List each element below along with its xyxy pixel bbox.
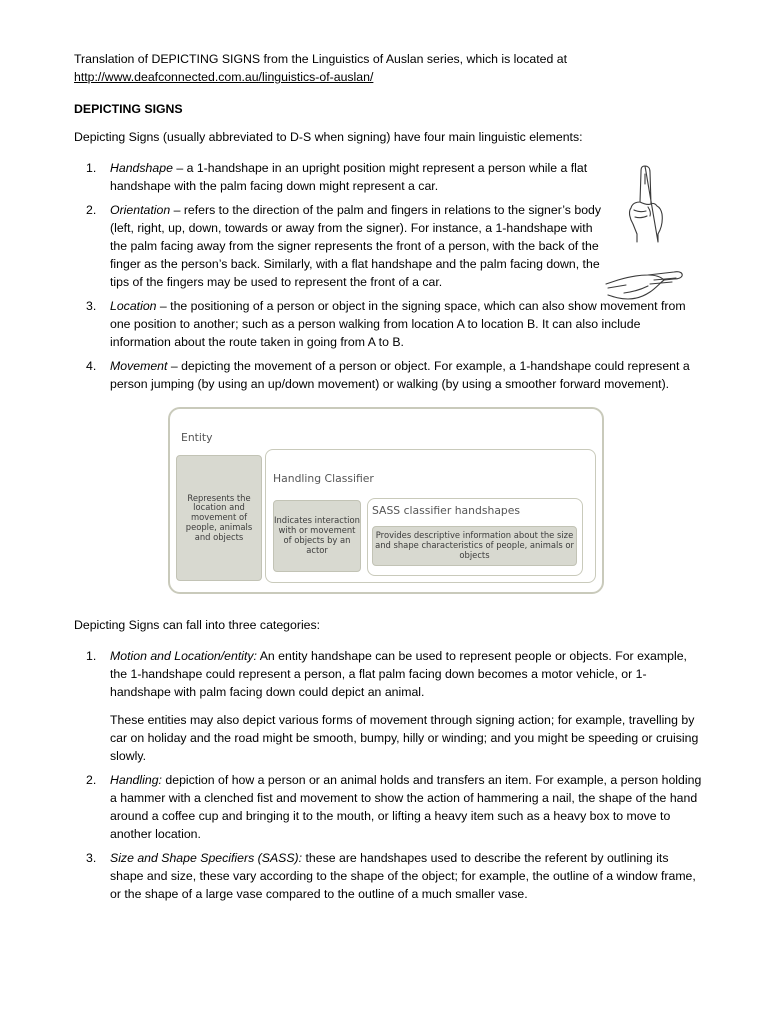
document-page bbox=[74, 50, 702, 909]
list-item: 2. Handling: depiction of how a person or an animal holds and transfers an item. For example, a person holding a hammer with a clenched fist and movement to show the action of hammering a nail, the shape of the hand around a coffee cup and bringing it to the mouth, or lifting a heavy item such as a heavy box to move to another location. bbox=[86, 773, 702, 841]
term: Location bbox=[110, 299, 157, 313]
term: Orientation bbox=[110, 203, 171, 217]
flat-handshape-palm-down-icon bbox=[604, 266, 686, 306]
sass-title: SASS classifier handshapes bbox=[372, 504, 521, 517]
intro-text: Translation of DEPICTING SIGNS from the Linguistics of Auslan series, which is located at bbox=[74, 52, 567, 66]
one-handshape-upright-icon bbox=[624, 162, 670, 244]
category-extra: These entities may also depict various forms of movement through signing action; for example, travelling by car on holiday and the road might be smooth, bumpy, hilly or winding; and you might be speeding or cruising slowly. bbox=[110, 713, 699, 763]
list-item: 1. Handshape – a 1-handshape in an upright position might represent a person while a flat handshape with the palm facing down might represent a car. bbox=[86, 161, 588, 193]
elements-lead: Depicting Signs (usually abbreviated to D-S when signing) have four main linguistic elements: bbox=[74, 130, 583, 144]
categories-lead: Depicting Signs can fall into three categories: bbox=[74, 618, 321, 632]
sass-box bbox=[367, 498, 583, 576]
entity-title: Entity bbox=[181, 431, 213, 444]
term: Handling: bbox=[110, 773, 162, 787]
entity-description: Represents the location and movement of people, animals and objects bbox=[176, 455, 262, 581]
categories-list bbox=[74, 647, 702, 903]
section-heading: DEPICTING SIGNS bbox=[74, 102, 183, 116]
intro bbox=[74, 50, 702, 86]
list-item: 2. Orientation – refers to the direction of the palm and fingers in relations to the signer’s body (left, right, up, down, towards or away from the signer). For instance, a 1-handshape with the palm facing away from the signer represents the front of a person, with the back of the finger as the person’s back. Similarly, with a flat handshape and the palm facing down, the tips of the fingers may be used to represent the front of a car. bbox=[86, 203, 602, 289]
handling-description: Indicates interaction with or movement of objects by an actor bbox=[273, 500, 361, 572]
list-item: 4. Movement – depicting the movement of a person or object. For example, a 1-handshape could represent a person jumping (by using an up/down movement) or walking (by using a smoother forward movement). bbox=[86, 359, 690, 391]
list-item: 1. Motion and Location/entity: An entity handshape can be used to represent people or objects. For example, the 1-handshape could represent a person, a flat palm facing down becomes a motor vehicle, or 1-handshape with palm facing down could depict an animal. These entities may also depict various forms of movement through signing action; for example, travelling by car on holiday and the road might be smooth, bumpy, hilly or winding; and you might be speeding or cruising slowly. bbox=[74, 647, 702, 765]
list-item: 3. Location – the positioning of a person or object in the signing space, which can also show movement from one position to another; such as a person walking from location A to location B. It can also include information about the route taken in going from A to B. bbox=[86, 299, 686, 349]
handling-title: Handling Classifier bbox=[273, 472, 374, 485]
list-item: 3. Size and Shape Specifiers (SASS): these are handshapes used to describe the referent by outlining its shape and size, these vary according to the shape of the object; for example, the outline of a window frame, or the shape of a large vase compared to the outline of a much smaller vase. bbox=[86, 851, 696, 901]
term: Size and Shape Specifiers (SASS): bbox=[110, 851, 303, 865]
classifier-diagram bbox=[168, 407, 604, 594]
sass-description: Provides descriptive information about the size and shape characteristics of people, animals or objects bbox=[372, 526, 577, 566]
term: Motion and Location/entity: bbox=[110, 649, 257, 663]
term: Handshape bbox=[110, 161, 173, 175]
source-link[interactable]: http://www.deafconnected.com.au/linguistics-of-auslan/ bbox=[74, 70, 374, 84]
term: Movement bbox=[110, 359, 168, 373]
handling-classifier-box bbox=[265, 449, 596, 583]
